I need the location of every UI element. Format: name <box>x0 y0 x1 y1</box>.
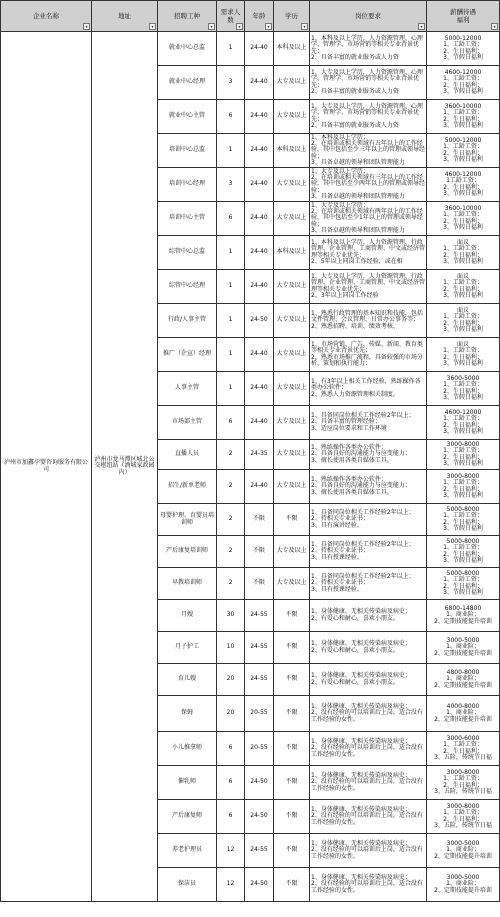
education-cell: 不限 <box>274 732 310 766</box>
demand-count-cell: 30 <box>217 600 245 632</box>
demand-count-cell: 6 <box>217 100 245 134</box>
age-range-cell: 20-55 <box>245 696 274 732</box>
salary-benefits-cell: 3000-8000 1、工龄工资； 2、生日福利； 3、节假日福利 <box>427 470 500 504</box>
filter-dropdown-icon[interactable]: ▾ <box>208 23 215 30</box>
salary-benefits-cell: 3000-5000 1、商业险； 2、定期技能提升培训 <box>427 868 500 902</box>
requirements-cell: 1、本科及以上学历，人力资源管理、行政管理、企业管理、工商管理、中文或经济管理等相关专业优先； 2、5年以上同岗工作经验，或在相 <box>310 236 427 270</box>
job-title-cell: 催乳师 <box>158 766 217 800</box>
table-row <box>1 32 500 66</box>
salary-benefits-cell: 3000-8000 1、工龄工资； 2、生日福利； 3、五险，传统节日福 <box>427 800 500 834</box>
requirements-cell: 1、具备同岗位相关工作经验2年以上； 2、持相关专业证书； 3、具有演讲经验。 <box>310 504 427 536</box>
requirements-cell: 1、身体健康、无相关传染病及病史； 2、没有经验的可以培训后上岗，适合没有工作经验的女性。 <box>310 696 427 732</box>
header-label: 年龄 <box>252 12 266 20</box>
salary-benefits-cell: 5000-8000 1、工龄工资； 2、生日福利； 3、节假日福利 <box>427 536 500 568</box>
demand-count-cell: 6 <box>217 766 245 800</box>
education-cell: 大专及以上 <box>274 406 310 440</box>
job-title-cell: 综管中心总监 <box>158 236 217 270</box>
header-label: 地址 <box>118 12 131 20</box>
requirements-cell: 1、有3年以上相关工作经验，熟练操作各类办公软件； 2、熟悉人力资源管理相关制度。 <box>310 372 427 406</box>
age-range-cell: 24-50 <box>245 304 274 338</box>
age-range-cell: 24-40 <box>245 168 274 202</box>
education-cell: 大专及以上 <box>274 440 310 470</box>
education-cell: 大专及以上 <box>274 536 310 568</box>
job-title-cell: 月子护工 <box>158 632 217 664</box>
demand-count-cell: 2 <box>217 504 245 536</box>
demand-count-cell: 2 <box>217 568 245 600</box>
salary-benefits-cell: 3600-10000 1、工龄工资； 2、生日福利； 3、节假日福利 <box>427 202 500 236</box>
education-cell: 不限 <box>274 766 310 800</box>
age-range-cell: 24-50 <box>245 800 274 834</box>
age-range-cell: 24-40 <box>245 470 274 504</box>
job-title-cell: 直播人员 <box>158 440 217 470</box>
job-title-cell: 产后康复师 <box>158 800 217 834</box>
salary-benefits-cell: 3600-10000 1、工龄工资； 2、生日福利； 3、节假日福利 <box>427 100 500 134</box>
requirements-cell: 1、熟练操作各类办公软件； 2、具备良好的沟通能力与应变能力； 3、擅长使用各类自媒体工具。 <box>310 470 427 504</box>
salary-benefits-cell: 3000-5000 1、商业险； 2、定期技能提升培训 <box>427 834 500 868</box>
age-range-cell: 24-40 <box>245 32 274 66</box>
job-title-cell: 保洁员 <box>158 868 217 902</box>
demand-count-cell: 6 <box>217 202 245 236</box>
job-title-cell: 行政/人事主管 <box>158 304 217 338</box>
salary-benefits-cell: 3000-6000 1、工龄工资； 2、生日福利； 3、五险，传统节日福 <box>427 732 500 766</box>
education-cell: 不限 <box>274 664 310 696</box>
requirements-cell: 1、大专及以上学历； 2、在培训或相关领域有两年以上的工作经验，其中包括至少1年以上的管理或领导经验； 3、具备卓越的领导和团队管理能力 <box>310 202 427 236</box>
requirements-cell: 1、熟悉行政管理的基本知识和技能，包括文件管理、会议管理、日常办公事务等； 2、熟悉招聘、培训、绩效考核、 <box>310 304 427 338</box>
salary-benefits-cell: 5000-12000 1、工龄工资； 2、生日福利； 3、节假日福利 <box>427 134 500 168</box>
header-age[interactable] <box>245 1 274 32</box>
salary-benefits-cell: 5000-12000 1、工龄工资； 2、生日福利； 3、节假日福利 <box>427 32 500 66</box>
header-education[interactable] <box>274 1 310 32</box>
job-title-cell: 就业中心主管 <box>158 100 217 134</box>
age-range-cell: 24-50 <box>245 766 274 800</box>
age-range-cell: 24-55 <box>245 834 274 868</box>
company-name-cell: 泸州市加鑫孕婴咨询服务有限公司 <box>1 32 92 902</box>
salary-benefits-cell: 4800-8000 1、商业险； 2、定期技能提升培训 <box>427 664 500 696</box>
demand-count-cell: 1 <box>217 372 245 406</box>
address-cell: 泸州市龙马潭区城北公交枢纽站（酒城家政园内） <box>92 32 158 902</box>
age-range-cell: 24-40 <box>245 270 274 304</box>
demand-count-cell: 20 <box>217 664 245 696</box>
salary-benefits-cell: 5000-8000 1、工龄工资； 2、生日福利； 3、节假日福利 <box>427 504 500 536</box>
requirements-cell: 1、身体健康、无相关传染病及病史； 2、有爱心和耐心，喜欢小朋友。 <box>310 664 427 696</box>
job-title-cell: 市场部主管 <box>158 406 217 440</box>
job-title-cell: 母婴护理、育婴员培训师 <box>158 504 217 536</box>
header-row <box>1 1 500 32</box>
demand-count-cell: 1 <box>217 236 245 270</box>
job-title-cell: 人事主管 <box>158 372 217 406</box>
age-range-cell: 24-40 <box>245 406 274 440</box>
salary-benefits-cell: 6800-14800 1、商业险； 2、定期技能提升培训 <box>427 600 500 632</box>
demand-count-cell: 2 <box>217 470 245 504</box>
education-cell: 不限 <box>274 834 310 868</box>
job-title-cell: 育儿嫂 <box>158 664 217 696</box>
requirements-cell: 1、大专及以上学历，人力资源管理、心理学、管理学、市场营销等相关专业背景优先； 2、具备丰富的就业服务或人力资 <box>310 100 427 134</box>
age-range-cell: 24-40 <box>245 66 274 100</box>
requirements-cell: 1、身体健康、无相关传染病及病史； 2、有爱心和耐心，喜欢小朋友。 <box>310 600 427 632</box>
education-cell: 不限 <box>274 504 310 536</box>
demand-count-cell: 12 <box>217 834 245 868</box>
header-salary[interactable] <box>427 1 500 32</box>
salary-benefits-cell: 面议 1、工龄工资； 2、生日福利； 3、节假日福利 <box>427 304 500 338</box>
header-label: 招聘工种 <box>174 12 200 20</box>
filter-dropdown-icon[interactable]: ▾ <box>418 23 425 30</box>
header-count[interactable] <box>217 1 245 32</box>
job-title-cell: 小儿推拿师 <box>158 732 217 766</box>
education-cell: 大专及以上 <box>274 168 310 202</box>
filter-dropdown-icon[interactable]: ▾ <box>236 23 243 30</box>
demand-count-cell: 6 <box>217 732 245 766</box>
demand-count-cell: 1 <box>217 338 245 372</box>
education-cell: 不限 <box>274 696 310 732</box>
demand-count-cell: 1 <box>217 32 245 66</box>
education-cell: 大专及以上 <box>274 338 310 372</box>
header-label: 需求人数 <box>220 8 241 24</box>
job-title-cell: 推广（企宣）经理 <box>158 338 217 372</box>
header-label: 企业名称 <box>33 12 59 20</box>
header-address[interactable] <box>92 1 158 32</box>
age-range-cell: 不限 <box>245 536 274 568</box>
age-range-cell: 不限 <box>245 504 274 536</box>
education-cell: 本科及以上 <box>274 134 310 168</box>
filter-dropdown-icon[interactable]: ▾ <box>83 23 90 30</box>
header-requirements[interactable] <box>310 1 427 32</box>
education-cell: 不限 <box>274 800 310 834</box>
requirements-cell: 1、大专及以上学历，人力资源管理、心理学、管理学、市场营销等相关专业背景优先； 2、具备丰富的就业服务或人力资 <box>310 66 427 100</box>
salary-benefits-cell: 3000-8000 1、工龄工资； 2、生日福利； 3、五险，传统节日福 <box>427 766 500 800</box>
age-range-cell: 不限 <box>245 568 274 600</box>
salary-benefits-cell: 5000-8000 1、工龄工资； 2、生日福利； 3、节假日福利 <box>427 568 500 600</box>
requirements-cell: 1、身体健康、无相关传染病及病史； 2、没有经验的可以培训后上岗，适合没有工作经验的女性。 <box>310 800 427 834</box>
salary-benefits-cell: 4000-8000 1、商业险； 2、定期技能提升培训 <box>427 696 500 732</box>
demand-count-cell: 3 <box>217 168 245 202</box>
education-cell: 本科及以上 <box>274 236 310 270</box>
education-cell: 大专及以上 <box>274 100 310 134</box>
header-company[interactable] <box>1 1 92 32</box>
header-label: 岗位要求 <box>355 12 381 20</box>
demand-count-cell: 20 <box>217 696 245 732</box>
requirements-cell: 1、大专及以上学历； 2、在培训或相关领域有三年以上的工作经验，其中包括至少两年以上的管理或领导经验； 3、具备卓越的领导和团队管理能力 <box>311 167 426 200</box>
salary-benefits-cell: 3000-5000 1、商业险； 2、定期技能提升培训 <box>427 632 500 664</box>
education-cell: 不限 <box>274 600 310 632</box>
salary-benefits-cell: 面议 1、工龄工资； 2、生日福利； 3、节假日福利 <box>427 338 500 372</box>
header-label: 学历 <box>285 12 298 20</box>
job-title-cell: 招生/新单老师 <box>158 470 217 504</box>
requirements-cell: 1、身体健康、无相关传染病及病史； 2、没有经验的可以培训后上岗，适合没有工作经验的女性。 <box>310 868 427 902</box>
requirements-cell: 1、熟练操作各类办公软件； 2、具备良好的沟通能力与应变能力； 3、擅长使用各类自媒体工具。 <box>310 440 427 470</box>
education-cell: 大专及以上 <box>274 270 310 304</box>
filter-dropdown-icon[interactable]: ▾ <box>491 23 498 30</box>
salary-benefits-cell: 3600-5000 1、工龄工资； 2、生日福利； 3、节假日福利 <box>427 372 500 406</box>
education-cell: 大专及以上 <box>274 304 310 338</box>
requirements-cell: 1、本科及以上学历； 2、在培训或相关领域有五年以上的工作经验，其中包括至少三年以上的管理或领导经验； 3、具备卓越的领导和团队管理能力 <box>311 133 426 166</box>
age-range-cell: 20-55 <box>245 732 274 766</box>
age-range-cell: 24-35 <box>245 440 274 470</box>
demand-count-cell: 1 <box>217 270 245 304</box>
requirements-cell: 1、大专及以上学历，人力资源管理、行政管理、企业管理、工商管理、中文或经济管理等相关专业优先； 2、3年以上同岗工作经验 <box>310 270 427 304</box>
requirements-cell: 1、具备同岗位相关工作经验2年以上； 2、持相关专业证书； 3、具有授课经验。 <box>310 536 427 568</box>
demand-count-cell: 3 <box>217 66 245 100</box>
job-title-cell: 养老护理员 <box>158 834 217 868</box>
education-cell: 不限 <box>274 868 310 902</box>
demand-count-cell: 2 <box>217 440 245 470</box>
age-range-cell: 24-55 <box>245 664 274 696</box>
salary-benefits-cell: 3000-8000 1、工龄工资； 2、生日福利； 3、节假日福利 <box>427 440 500 470</box>
age-range-cell: 24-40 <box>245 372 274 406</box>
requirements-cell: 1、身体健康、无相关传染病及病史； 2、没有经验的可以培训后上岗，适合没有工作经验的女性。 <box>310 732 427 766</box>
education-cell: 大专及以上 <box>274 568 310 600</box>
job-title-cell: 培训中心经理 <box>158 168 217 202</box>
requirements-cell: 1、市场营销、广告、传媒、新闻、教育类等相关专业背景优先； 2、熟悉市场推广流程，具备较强的市场分析、策划和执行能力； <box>310 338 427 372</box>
requirements-cell: 1、本科及以上学历，人力资源管理、心理学、管理学、市场营销等相关专业背景优先； 2、具备丰富的就业服务或人力资 <box>310 32 427 66</box>
job-title-cell: 产后康复培训师 <box>158 536 217 568</box>
job-title-cell: 就业中心总监 <box>158 32 217 66</box>
age-range-cell: 24-40 <box>245 236 274 270</box>
demand-count-cell: 2 <box>217 536 245 568</box>
demand-count-cell: 10 <box>217 632 245 664</box>
job-title-cell: 早教培训师 <box>158 568 217 600</box>
salary-benefits-cell: 4600-12000 1、工龄工资； 2、生日福利； 3、节假日福利 <box>427 66 500 100</box>
demand-count-cell: 1 <box>217 134 245 168</box>
age-range-cell: 24-40 <box>245 134 274 168</box>
education-cell: 不限 <box>274 632 310 664</box>
age-range-cell: 24-50 <box>245 868 274 902</box>
demand-count-cell: 6 <box>217 406 245 440</box>
requirements-cell: 1、身体健康、无相关传染病及病史； 2、没有经验的可以培训后上岗，适合没有工作经验的女性。 <box>310 766 427 800</box>
filter-dropdown-icon[interactable]: ▾ <box>265 23 272 30</box>
salary-benefits-cell: 面议 1、工龄工资； 2、生日福利； 3、节假日福利 <box>427 270 500 304</box>
education-cell: 大专及以上 <box>274 372 310 406</box>
age-range-cell: 24-55 <box>245 600 274 632</box>
demand-count-cell: 6 <box>217 800 245 834</box>
education-cell: 大专及以上 <box>274 202 310 236</box>
job-title-cell: 综管中心经理 <box>158 270 217 304</box>
job-title-cell: 培训中心总监 <box>158 134 217 168</box>
salary-benefits-cell: 4600-12000 1工龄工资； 2、生日福利； 3、节假日福利 <box>427 168 500 202</box>
filter-dropdown-icon[interactable]: ▾ <box>149 23 156 30</box>
requirements-cell: 1、身体健康、无相关传染病及病史； 2、没有经验的可以培训后上岗，适合没有工作经验的女性。 <box>310 834 427 868</box>
education-cell: 本科及以上 <box>274 32 310 66</box>
age-range-cell: 24-40 <box>245 100 274 134</box>
job-title-cell: 月嫂 <box>158 600 217 632</box>
requirements-cell: 1、具备同岗位相关工作经验2年以上； 2、持相关专业证书； 3、具有授课经验。 <box>310 568 427 600</box>
demand-count-cell: 12 <box>217 868 245 902</box>
job-title-cell: 就业中心经理 <box>158 66 217 100</box>
salary-benefits-cell: 4600-12000 1、工龄工资； 2、生日福利； 3、节假日福利 <box>427 406 500 440</box>
header-job[interactable] <box>158 1 217 32</box>
filter-dropdown-icon[interactable]: ▾ <box>301 23 308 30</box>
job-title-cell: 培训中心主管 <box>158 202 217 236</box>
demand-count-cell: 1 <box>217 304 245 338</box>
job-title-cell: 保姆 <box>158 696 217 732</box>
age-range-cell: 24-55 <box>245 632 274 664</box>
requirements-cell: 1、身体健康、无相关传染病及病史； 2、有爱心和耐心，喜欢小朋友。 <box>310 632 427 664</box>
education-cell: 大专及以上 <box>274 66 310 100</box>
education-cell: 大专及以上 <box>274 470 310 504</box>
header-label: 薪酬待遇 福利 <box>450 8 476 24</box>
requirements-cell: 1、具备同岗位相关工作经验2年以上； 2、具备丰富的管理经验； 3、适应岗位要求和工作环境 <box>310 406 427 440</box>
age-range-cell: 24-40 <box>245 338 274 372</box>
age-range-cell: 24-40 <box>245 202 274 236</box>
salary-benefits-cell: 面议 1、工龄工资； 2、生日福利； 3、节假日福利 <box>427 236 500 270</box>
